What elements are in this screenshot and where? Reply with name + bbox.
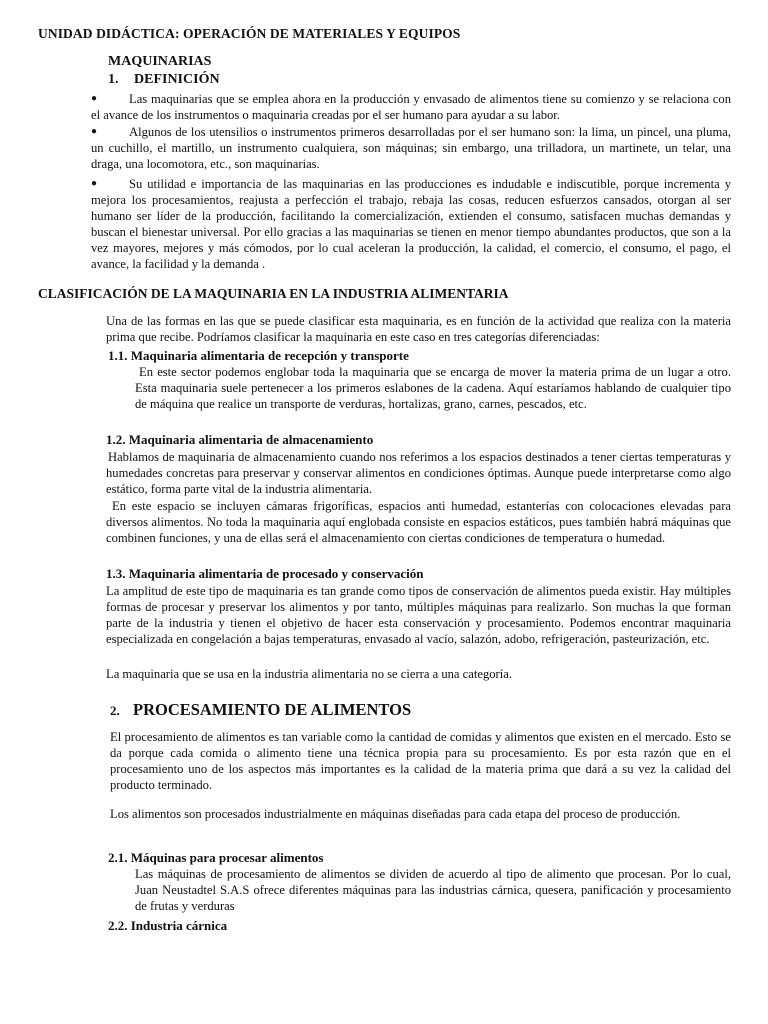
paragraph-1-2-b: En este espacio se incluyen cámaras frigoríficas, espacios anti humedad, estanterías con colocaciones elevadas para diversos alimentos. No toda la maquinaria aquí englobada consiste en espacios estáticos, pues también habrá máquinas que combinen funciones, y una de ellas será el almacenamiento con ciertas condiciones de temperatura o humedad. <box>106 499 731 545</box>
subheading-2-1: 2.1. Máquinas para procesar alimentos <box>108 850 324 865</box>
heading-clasificacion: CLASIFICACIÓN DE LA MAQUINARIA EN LA INDUSTRIA ALIMENTARIA <box>38 286 509 301</box>
heading-text: DEFINICIÓN <box>134 72 220 87</box>
heading-number: 1. <box>108 72 119 87</box>
heading-number: 2. <box>110 703 120 718</box>
clasificacion-intro: Una de las formas en las que se puede clasificar esta maquinaria, es en función de la actividad que realiza con la materia prima que recibe. Podríamos clasificar la maquinaria en este caso en tres categorías diferenciadas: <box>106 314 731 344</box>
paragraph-2-1: Las máquinas de procesamiento de alimentos se dividen de acuerdo al tipo de alimento que procesan. Por lo cual, Juan Neustadtel S.A.S ofrece diferentes máquinas para las industrias cárnica, quesera, panificación y procesamiento de frutas y verduras <box>135 867 731 913</box>
paragraph-1-3: La amplitud de este tipo de maquinaria es tan grande como tipos de conservación de alimentos pueda existir. Hay múltiples formas de procesar y preservar los alimentos y por tanto, múltiples máquinas para realizarlo. Son muchas la que forman parte de la industria y tienen el objetivo de hacer esta conservación y procesamiento. Podemos encontrar maquinaria especializada en congelación a bajas temperaturas, envasado al vacío, salazón, adobo, refrigeración, pasteurización, etc. <box>106 584 731 646</box>
heading-definicion <box>108 72 220 88</box>
bullet-text: Algunos de los utensilios o instrumentos primeros desarrolladas por el ser humano son: la lima, un pincel, una pluma, un cuchillo, el martillo, un instrumento cualquiera, son máquinas; sin embargo, una trilladora, un martinete, un telar, una draga, una locomotora, etc., son maquinarias. <box>91 125 731 171</box>
paragraph-procesamiento-2: Los alimentos son procesados industrialmente en máquinas diseñadas para cada etapa del proceso de producción. <box>110 807 681 821</box>
bullet-text: Las maquinarias que se emplea ahora en la producción y envasado de alimentos tiene su comienzo y se relaciona con el avance de los instrumentos o maquinaria creadas por el ser humano para ayudar a su labor. <box>91 92 731 122</box>
heading-procesamiento <box>110 700 411 720</box>
bullet-item <box>91 124 731 172</box>
section-heading-maquinarias: MAQUINARIAS <box>108 54 212 69</box>
bullet-item <box>91 91 731 123</box>
bullet-icon: ● <box>91 93 98 104</box>
heading-text: PROCESAMIENTO DE ALIMENTOS <box>133 700 412 719</box>
bullet-icon: ● <box>91 126 98 137</box>
subheading-2-2: 2.2. Industria cárnica <box>108 918 228 933</box>
subheading-1-2: 1.2. Maquinaria alimentaria de almacenamiento <box>106 432 374 447</box>
paragraph-1-2-a: Hablamos de maquinaria de almacenamiento cuando nos referimos a los espacios destinados a tener ciertas temperaturas y humedades concretas para preservar y conservar alimentos en condiciones óptimas. Aunque puede interpretarse como algo estático, forma parte vital de la industria alimentaria. <box>106 450 731 496</box>
paragraph-1-1: En este sector podemos englobar toda la maquinaria que se encarga de mover la materia prima de un lugar a otro. Esta maquinaria suele pertenecer a los primeros eslabones de la cadena. Aquí estaríamos hablando de cualquier tipo de máquina que realice un transporte de verduras, hortalizas, grano, carnes, pescados, etc. <box>135 365 731 411</box>
bullet-item <box>91 176 731 272</box>
paragraph-procesamiento-1: El procesamiento de alimentos es tan variable como la cantidad de comidas y alimentos que existen en el mercado. Esto se da porque cada comida o alimento tiene una técnica propia para su procesamiento. Es por esta razón que en el procesamiento uno de los aspectos más importantes es la calidad de la materia prima que dará a su vez la calidad del producto terminado. <box>110 730 731 792</box>
bullet-text: Su utilidad e importancia de las maquinarias en las producciones es indudable e indiscutible, porque incrementa y mejora los procesamientos, reajusta a perfección el trabajo, rebaja las cosas, reducen esfuerzos cansados, otorgan al ser humano ser líder de la producción, facilitando la comercialización, extienden el consumo, satisfacen muchas demandas y buscan el bienestar universal. Por ello gracias a las maquinarias se tienen en menor tiempo abundantes productos, que son a la vez mayores, mejores y más cómodos, por lo cual aceleran la producción, la calidad, el comercio, el consumo, el pago, el avance, la facilidad y la demanda . <box>91 177 731 271</box>
document-title: UNIDAD DIDÁCTICA: OPERACIÓN DE MATERIALES Y EQUIPOS <box>38 26 461 41</box>
subheading-1-3: 1.3. Maquinaria alimentaria de procesado y conservación <box>106 566 424 581</box>
paragraph-1-3-tail: La maquinaria que se usa en la industria alimentaria no se cierra a una categoría. <box>106 667 512 681</box>
subheading-1-1: 1.1. Maquinaria alimentaria de recepción y transporte <box>108 348 409 363</box>
bullet-icon: ● <box>91 178 98 189</box>
